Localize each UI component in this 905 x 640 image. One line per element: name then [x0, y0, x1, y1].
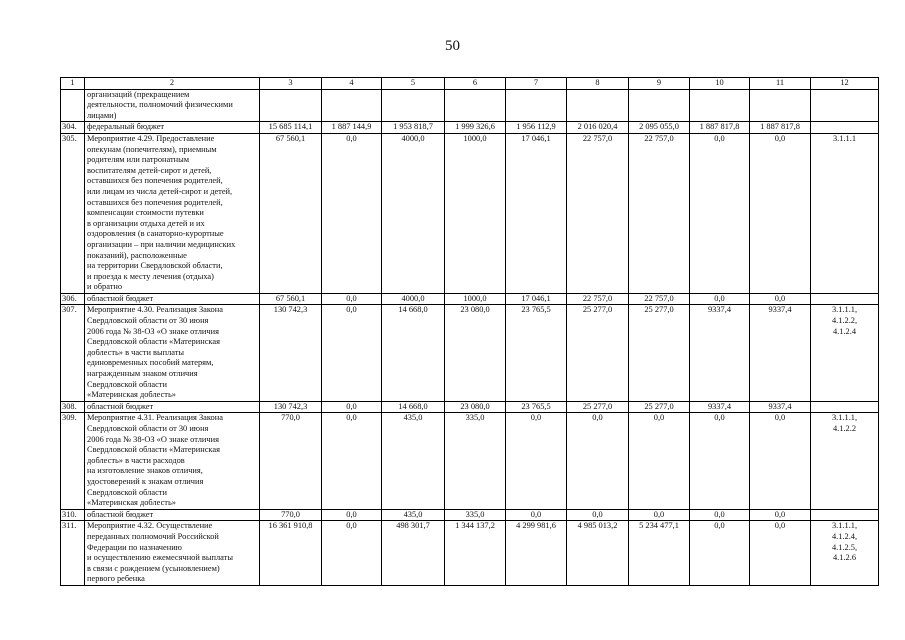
value-cell-col-10: 0,0 — [690, 413, 750, 509]
budget-table — [60, 77, 879, 586]
value-cell-col-6: 335,0 — [445, 413, 506, 509]
column-header-7: 7 — [506, 78, 567, 90]
value-cell-col-11: 0,0 — [750, 133, 811, 293]
value-cell-col-10: 0,0 — [690, 133, 750, 293]
table-row — [61, 305, 879, 401]
value-cell-col-9: 0,0 — [629, 509, 690, 521]
row-description: Мероприятие 4.29. Предоставление опекунам (попечителям), приемным родителям или патронатным воспитателям детей-сирот и детей, оставшихся без попечения родителей, или лицам из числа детей-сирот и детей, оставшихся без попечения родителей, компенсации стоимости путевки в организации отдыха детей и их оздоровления (в санаторно-курортные организации – при наличии медицинских показаний), расположенные на территории Свердловской области, и проезда к месту лечения (отдыха) и обратно — [85, 133, 260, 293]
column-header-5: 5 — [382, 78, 445, 90]
value-cell-col-4: 0,0 — [322, 305, 382, 401]
value-cell-col-11: 9337,4 — [750, 401, 811, 413]
value-cell-col-8: 0,0 — [567, 509, 629, 521]
value-cell-col-5: 498 301,7 — [382, 521, 445, 586]
value-cell-col-6: 23 080,0 — [445, 401, 506, 413]
value-cell-col-11: 0,0 — [750, 509, 811, 521]
value-cell-col-8 — [567, 89, 629, 122]
value-cell-col-3: 770,0 — [260, 413, 322, 509]
value-cell-col-3: 15 685 114,1 — [260, 122, 322, 134]
table-row — [61, 89, 879, 122]
value-cell-col-11 — [750, 89, 811, 122]
row-description: федеральный бюджет — [85, 122, 260, 134]
row-description: Мероприятие 4.30. Реализация Закона Свердловской области от 30 июня 2006 года № 38-ОЗ «О знаке отличия Свердловской области «Материнская доблесть» в части выплаты единовременных пособий матерям, награжденным знаком отличия Свердловской области «Материнская доблесть» — [85, 305, 260, 401]
value-cell-col-4: 0,0 — [322, 401, 382, 413]
value-cell-col-8: 0,0 — [567, 413, 629, 509]
value-cell-col-3: 16 361 910,8 — [260, 521, 322, 586]
value-cell-col-8: 25 277,0 — [567, 401, 629, 413]
column-header-6: 6 — [445, 78, 506, 90]
value-cell-col-5: 14 668,0 — [382, 401, 445, 413]
column-header-4: 4 — [322, 78, 382, 90]
row-number: 305. — [61, 133, 85, 293]
value-cell-col-5: 14 668,0 — [382, 305, 445, 401]
value-cell-col-7: 17 046,1 — [506, 133, 567, 293]
value-cell-col-4: 0,0 — [322, 413, 382, 509]
value-cell-col-6 — [445, 89, 506, 122]
value-cell-col-5: 435,0 — [382, 413, 445, 509]
row-number: 304. — [61, 122, 85, 134]
value-cell-col-9: 0,0 — [629, 413, 690, 509]
column-header-2: 2 — [85, 78, 260, 90]
value-cell-col-7: 4 299 981,6 — [506, 521, 567, 586]
value-cell-col-7: 0,0 — [506, 413, 567, 509]
value-cell-col-4 — [322, 89, 382, 122]
value-cell-col-4: 1 887 144,9 — [322, 122, 382, 134]
value-cell-col-5: 4000,0 — [382, 133, 445, 293]
column-header-9: 9 — [629, 78, 690, 90]
value-cell-col-10: 1 887 817,8 — [690, 122, 750, 134]
value-cell-col-10 — [690, 89, 750, 122]
target-indicator-ref — [811, 401, 879, 413]
value-cell-col-3: 67 560,1 — [260, 133, 322, 293]
row-description: областной бюджет — [85, 293, 260, 305]
row-description: областной бюджет — [85, 401, 260, 413]
value-cell-col-11: 0,0 — [750, 521, 811, 586]
row-description: Мероприятие 4.32. Осуществление переданных полномочий Российской Федерации по назначению и осуществлению ежемесячной выплаты в связи с рождением (усыновлением) первого ребенка — [85, 521, 260, 586]
column-header-3: 3 — [260, 78, 322, 90]
table-header-row — [61, 78, 879, 90]
value-cell-col-7: 1 956 112,9 — [506, 122, 567, 134]
value-cell-col-5: 4000,0 — [382, 293, 445, 305]
value-cell-col-5: 435,0 — [382, 509, 445, 521]
value-cell-col-7: 23 765,5 — [506, 305, 567, 401]
row-number: 311. — [61, 521, 85, 586]
value-cell-col-3: 67 560,1 — [260, 293, 322, 305]
row-number: 307. — [61, 305, 85, 401]
target-indicator-ref — [811, 509, 879, 521]
row-description: областной бюджет — [85, 509, 260, 521]
page-number: 50 — [445, 38, 460, 54]
table-row — [61, 293, 879, 305]
value-cell-col-6: 1 344 137,2 — [445, 521, 506, 586]
value-cell-col-9: 22 757,0 — [629, 133, 690, 293]
table-row — [61, 413, 879, 509]
value-cell-col-3 — [260, 89, 322, 122]
table-row — [61, 401, 879, 413]
value-cell-col-10: 0,0 — [690, 293, 750, 305]
value-cell-col-5 — [382, 89, 445, 122]
value-cell-col-7: 0,0 — [506, 509, 567, 521]
value-cell-col-11: 0,0 — [750, 293, 811, 305]
value-cell-col-10: 9337,4 — [690, 305, 750, 401]
value-cell-col-7 — [506, 89, 567, 122]
value-cell-col-6: 23 080,0 — [445, 305, 506, 401]
value-cell-col-8: 25 277,0 — [567, 305, 629, 401]
value-cell-col-6: 335,0 — [445, 509, 506, 521]
value-cell-col-6: 1000,0 — [445, 293, 506, 305]
target-indicator-ref — [811, 89, 879, 122]
table-row — [61, 133, 879, 293]
value-cell-col-10: 9337,4 — [690, 401, 750, 413]
value-cell-col-3: 130 742,3 — [260, 401, 322, 413]
value-cell-col-4: 0,0 — [322, 521, 382, 586]
value-cell-col-3: 770,0 — [260, 509, 322, 521]
value-cell-col-8: 22 757,0 — [567, 133, 629, 293]
target-indicator-ref: 3.1.1.1, 4.1.2.4, 4.1.2.5, 4.1.2.6 — [811, 521, 879, 586]
value-cell-col-9: 25 277,0 — [629, 401, 690, 413]
row-number: 310. — [61, 509, 85, 521]
row-description: организаций (прекращением деятельности, полномочий физическими лицами) — [85, 89, 260, 122]
value-cell-col-11: 0,0 — [750, 413, 811, 509]
value-cell-col-11: 9337,4 — [750, 305, 811, 401]
value-cell-col-6: 1 999 326,6 — [445, 122, 506, 134]
value-cell-col-7: 17 046,1 — [506, 293, 567, 305]
row-number: 308. — [61, 401, 85, 413]
column-header-12: 12 — [811, 78, 879, 90]
target-indicator-ref: 3.1.1.1, 4.1.2.2, 4.1.2.4 — [811, 305, 879, 401]
table-row — [61, 122, 879, 134]
row-number: 306. — [61, 293, 85, 305]
value-cell-col-9 — [629, 89, 690, 122]
value-cell-col-7: 23 765,5 — [506, 401, 567, 413]
value-cell-col-10: 0,0 — [690, 509, 750, 521]
column-header-10: 10 — [690, 78, 750, 90]
value-cell-col-10: 0,0 — [690, 521, 750, 586]
value-cell-col-9: 2 095 055,0 — [629, 122, 690, 134]
target-indicator-ref: 3.1.1.1, 4.1.2.2 — [811, 413, 879, 509]
target-indicator-ref — [811, 293, 879, 305]
value-cell-col-4: 0,0 — [322, 509, 382, 521]
row-number: 309. — [61, 413, 85, 509]
value-cell-col-8: 2 016 020,4 — [567, 122, 629, 134]
row-number — [61, 89, 85, 122]
value-cell-col-11: 1 887 817,8 — [750, 122, 811, 134]
value-cell-col-9: 25 277,0 — [629, 305, 690, 401]
value-cell-col-6: 1000,0 — [445, 133, 506, 293]
value-cell-col-8: 4 985 013,2 — [567, 521, 629, 586]
value-cell-col-4: 0,0 — [322, 133, 382, 293]
value-cell-col-5: 1 953 818,7 — [382, 122, 445, 134]
table-row — [61, 509, 879, 521]
table-row — [61, 521, 879, 586]
value-cell-col-9: 22 757,0 — [629, 293, 690, 305]
target-indicator-ref: 3.1.1.1 — [811, 133, 879, 293]
column-header-11: 11 — [750, 78, 811, 90]
row-description: Мероприятие 4.31. Реализация Закона Свердловской области от 30 июня 2006 года № 38-ОЗ «О знаке отличия Свердловской области «Материнская доблесть» в части расходов на изготовление знаков отличия, удостоверений к знакам отличия Свердловской области «Материнская доблесть» — [85, 413, 260, 509]
column-header-8: 8 — [567, 78, 629, 90]
column-header-1: 1 — [61, 78, 85, 90]
target-indicator-ref — [811, 122, 879, 134]
value-cell-col-9: 5 234 477,1 — [629, 521, 690, 586]
value-cell-col-3: 130 742,3 — [260, 305, 322, 401]
value-cell-col-8: 22 757,0 — [567, 293, 629, 305]
value-cell-col-4: 0,0 — [322, 293, 382, 305]
